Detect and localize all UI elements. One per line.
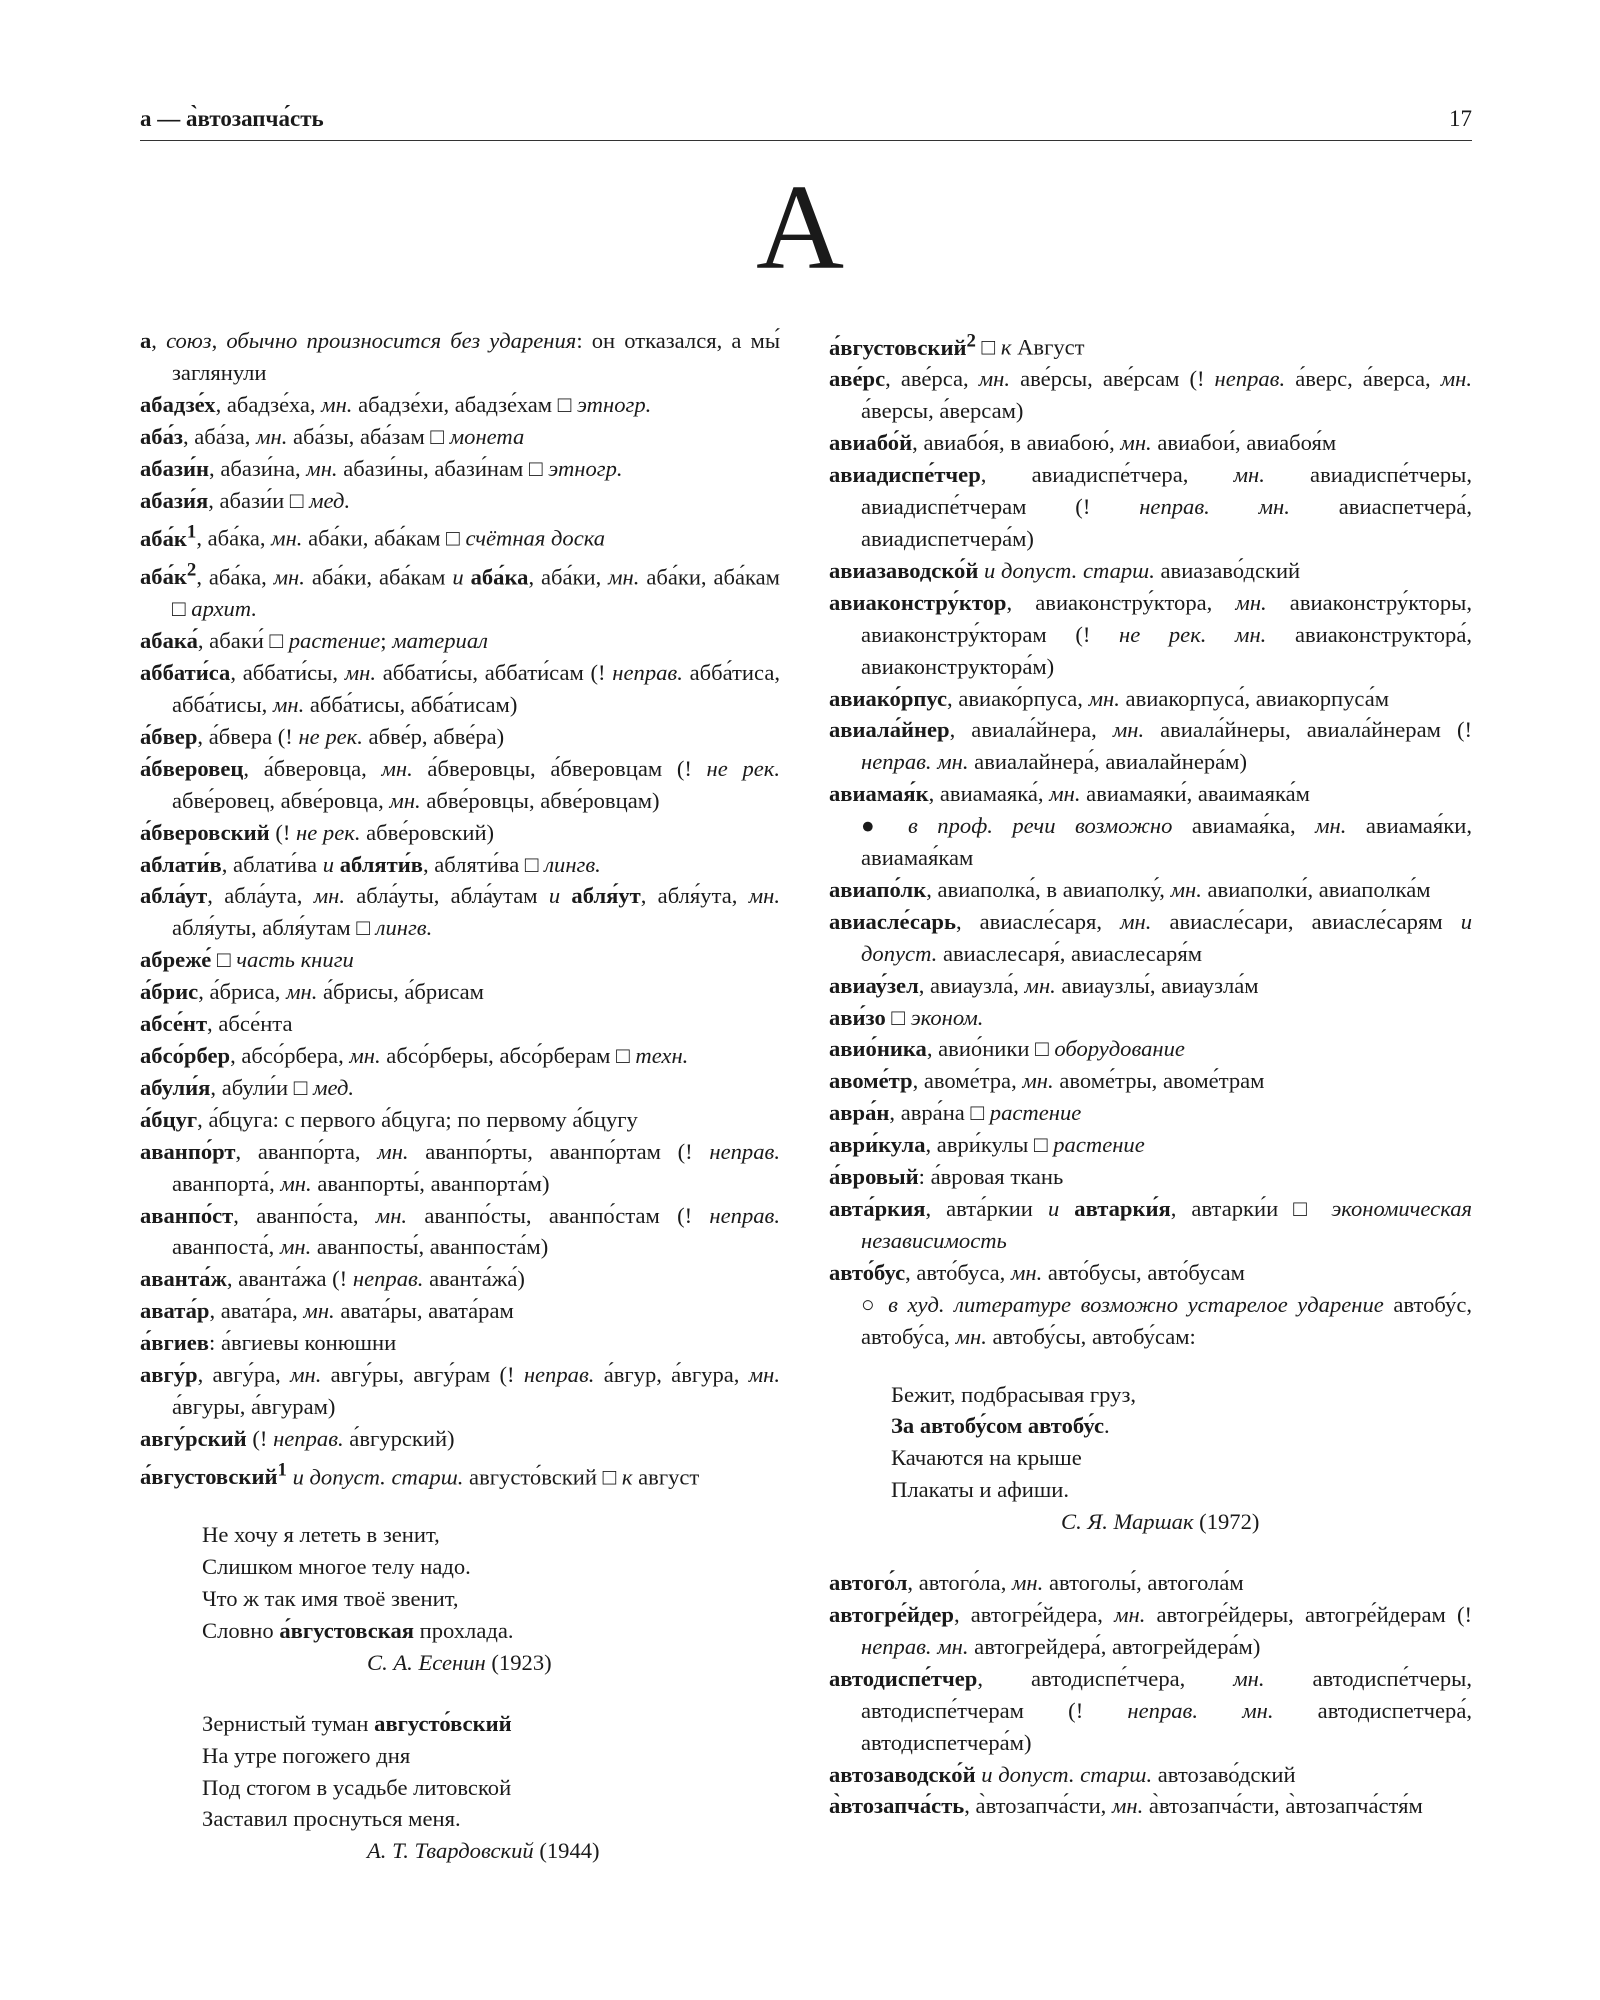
verse-line: Бежит, подбрасывая груз, (891, 1381, 1137, 1407)
verse-line: Плакаты и афиши. (891, 1477, 1070, 1503)
page-number: 17 (1449, 106, 1472, 131)
dictionary-entry: авиазаводско́й и допуст. старш. авиазаво́дский (829, 557, 1301, 583)
dictionary-entry: а́вгиев: а́вгиевы конюшни (140, 1330, 397, 1356)
dictionary-entry: абла́ут, абла́ута, мн. абла́уты, абла́утам и абля́ут, абля́ута, мн. абля́уты, абля́утам □ лингв. (140, 883, 780, 941)
dictionary-entry: авиала́йнер, авиала́йнера, мн. авиала́йнеры, авиала́йнерам (! неправ. мн. авиалайнера́, авиалайнера́м) (829, 717, 1472, 775)
dictionary-entry: авиадиспе́тчер, авиадиспе́тчера, мн. авиадиспе́тчеры, авиадиспе́тчерам (! неправ. мн. авиаспетчера́, авиадиспетчера́м) (829, 462, 1473, 551)
dictionary-entry: аблати́в, аблати́ва и абляти́в, абляти́ва □ лингв. (140, 851, 601, 877)
dictionary-entry: $аба́к^2$, аба́ка, мн. аба́ки, аба́кам и аба́ка, аба́ки, мн. аба́ки, аба́кам □ архит. (140, 559, 780, 622)
verse-line: Под стогом в усадьбе литовской (202, 1774, 512, 1800)
verse-line: Заставил проснуться меня. (202, 1806, 461, 1832)
dictionary-entry: авио́ника, авио́ники □ оборудование (829, 1036, 1185, 1062)
dictionary-entry: аббати́са, аббати́сы, мн. аббати́сы, аббати́сам (! неправ. абба́тиса, абба́тисы, мн. абба́тисы, абба́тисам) (140, 660, 781, 718)
dictionary-entry: абсо́рбер, абсо́рбера, мн. абсо́рберы, абсо́рберам □ техн. (140, 1043, 689, 1068)
dictionary-entry: абсе́нт, абсе́нта (140, 1011, 293, 1037)
dictionary-entry: а́брис, а́бриса, мн. а́брисы, а́брисам (140, 979, 484, 1005)
dictionary-entry: автодиспе́тчер, автодиспе́тчера, мн. автодиспе́тчеры, автодиспе́тчерам (! неправ. мн. автодиспетчера́, автодиспетчера́м) (829, 1665, 1473, 1755)
dictionary-entry: авата́р, авата́ра, мн. авата́ры, авата́рам (140, 1298, 514, 1324)
verse-attribution: С. Я. Маршак (1972) (1061, 1509, 1260, 1535)
dictionary-entry: аванта́ж, аванта́жа (! неправ. аванта́жа́) (140, 1266, 525, 1292)
page-header (140, 104, 1472, 141)
dictionary-entry: а́бверовец, а́бверовца, мн. а́бверовцы, а́бверовцам (! не рек. абве́ровец, абве́ровца, мн. абве́ровцы, абве́ровцам) (140, 755, 780, 813)
dictionary-entry: абака́, абаки́ □ растение; материал (140, 628, 489, 654)
dictionary-entry: аба́з, аба́за, мн. аба́зы, аба́зам □ монета (140, 423, 525, 449)
dictionary-entry: а́вровый: а́вровая ткань (829, 1164, 1064, 1190)
left-column (140, 325, 780, 1896)
dictionary-entry: авиапо́лк, авиаполка́, в авиаполку́, мн. авиаполки́, авиаполка́м (829, 876, 1431, 902)
dictionary-entry: авиамая́к, авиамаяка́, мн. авиамаяки́, аваимаяка́м ● в проф. речи возможно авиамая́ка, мн. авиамая́ки, авиамая́кам (829, 781, 1472, 871)
dictionary-entry: абази́н, абази́на, мн. абази́ны, абази́нам □ этногр. (140, 455, 623, 481)
right-column (829, 325, 1472, 1822)
verse-line: Качаются на крыше (891, 1445, 1082, 1471)
quotation-verse (891, 1379, 1472, 1539)
dictionary-entry: авта́ркия, авта́ркии и автарки́я, автарки́и □ экономическая независимость (829, 1196, 1472, 1253)
dictionary-entry: аври́кула, аври́кулы □ растение (829, 1132, 1145, 1158)
dictionary-entry: авоме́тр, авоме́тра, мн. авоме́тры, авоме́трам (829, 1068, 1265, 1094)
dictionary-entry: а, союз, обычно произносится без ударения: он отказался, а мы́ заглянули (140, 328, 781, 385)
dictionary-entry: автого́л, автого́ла, мн. автоголы́, автогола́м (829, 1570, 1244, 1596)
dictionary-entry: ави́зо □ эконом. (829, 1004, 984, 1030)
dictionary-entry: аве́рс, аве́рса, мн. аве́рсы, аве́рсам (! неправ. а́верс, а́верса, мн. а́версы, а́версам) (829, 366, 1473, 424)
dictionary-entry: авиако́рпус, авиако́рпуса, мн. авиакорпуса́, авиакорпуса́м (829, 685, 1390, 711)
running-head: а — а̀втозапча́сть (140, 106, 324, 131)
dictionary-entry: авиабо́й, авиабо́я, в авиабою́, мн. авиабои́, авиабоя́м (829, 430, 1337, 456)
dictionary-entry: абази́я, абази́и □ мед. (140, 487, 351, 513)
dictionary-entry: а́бцуг, а́бцуга: с первого а́бцуга; по первому а́бцугу (140, 1106, 638, 1132)
dictionary-entry: аванпо́рт, аванпо́рта, мн. аванпо́рты, аванпо́ртам (! неправ. аванпорта́, мн. аванпорты́, аванпорта́м) (140, 1138, 780, 1196)
dictionary-entry: авиасле́сарь, авиасле́саря, мн. авиасле́сари, авиасле́сарям и допуст. авиаслесаря́, авиаслесаря́м (829, 908, 1472, 966)
dictionary-entry: аванпо́ст, аванпо́ста, мн. аванпо́сты, аванпо́стам (! неправ. аванпоста́, мн. аванпосты́, аванпоста́м) (140, 1202, 780, 1260)
verse-attribution: С. А. Есенин (1923) (367, 1649, 552, 1675)
verse-line: За автобу́сом автобу́с. (891, 1413, 1110, 1439)
dictionary-entry: абреже́ □ часть книги (140, 947, 354, 973)
verse-line: Не хочу я лететь в зенит, (202, 1522, 440, 1548)
quotation-verse (202, 1519, 780, 1679)
dictionary-entry: авто́бус, авто́буса, мн. авто́бусы, авто́бусам ○ в худ. литературе возможно устарелое ударение автобу́с, автобу́са, мн. автобу́сы, автобу́сам: (829, 1259, 1473, 1349)
dictionary-entry: а́бвер, а́бвера (! не рек. абве́р, абве́ра) (140, 723, 505, 749)
dictionary-entry: а́вгустовский$^2$ □ к Август (829, 330, 1085, 360)
dictionary-entry: абадзе́х, абадзе́ха, мн. абадзе́хи, абадзе́хам □ этногр. (140, 391, 652, 417)
dictionary-entry: авиаконстру́ктор, авиаконстру́ктора, мн. авиаконстру́кторы, авиаконстру́кторам (! не рек. мн. авиаконструктора́, авиаконструктора́м) (829, 589, 1472, 679)
dictionary-entry: автозаводско́й и допуст. старш. автозаво́дский (829, 1761, 1296, 1787)
verse-line: Слишком многое телу надо. (202, 1554, 471, 1580)
dictionary-entry: $аба́к^1$, аба́ка, мн. аба́ки, аба́кам □ счётная доска (140, 521, 606, 551)
verse-line: Что ж так имя твоё звенит, (202, 1586, 459, 1612)
verse-line: Зернистый туман августо́вский (202, 1710, 512, 1736)
quotation-verse (202, 1708, 780, 1868)
dictionary-entry: авгу́рский (! неправ. а́вгурский) (140, 1425, 455, 1451)
verse-line: На утре погожего дня (202, 1742, 411, 1768)
dictionary-entry: автогре́йдер, автогре́йдера, мн. автогре́йдеры, автогре́йдерам (! неправ. мн. автогрейдера́, автогрейдера́м) (829, 1601, 1472, 1659)
dictionary-entry: авиау́зел, авиаузла́, мн. авиаузлы́, авиаузла́м (829, 972, 1259, 998)
dictionary-entry: а̀втозапча́сть, а̀втозапча́сти, мн. а̀втозапча́сти, а̀втозапча́стя́м (829, 1793, 1423, 1819)
dictionary-entry: абули́я, абули́и □ мед. (140, 1074, 355, 1100)
section-letter: А (755, 160, 845, 295)
dictionary-entry: авра́н, авра́на □ растение (829, 1100, 1082, 1126)
dictionary-entry: авгу́р, авгу́ра, мн. авгу́ры, авгу́рам (! неправ. а́вгур, а́вгура, мн. а́вгуры, а́вгурам) (140, 1362, 780, 1419)
verse-attribution: А. Т. Твардовский (1944) (367, 1838, 600, 1864)
dictionary-entry: а́вгустовский$^1$ и допуст. старш. августо́вский □ к август (140, 1459, 700, 1490)
dictionary-entry: а́бверовский (! не рек. абве́ровский) (140, 819, 495, 845)
verse-line: Словно а́вгустовская прохлада. (202, 1617, 514, 1643)
